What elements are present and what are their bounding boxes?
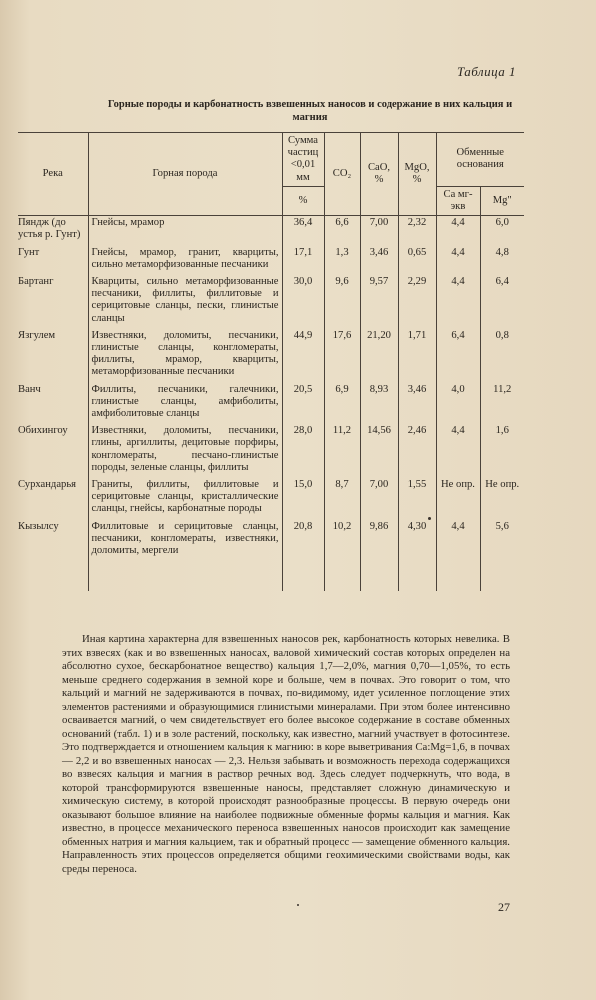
cell-rock: Филлитовые и серицитовые сланцы, песчаники, конгломераты, известняки, доломиты, мергели [88,520,282,592]
cell-co2: 10,2 [324,520,360,592]
cell-mg: Не опр. [480,478,524,520]
cell-cao: 7,00 [360,216,398,246]
header-sum: Сумма частиц <0,01 мм [282,133,324,187]
cell-river: Сурхандарья [18,479,77,491]
cell-mg: 6,4 [480,275,524,329]
cell-sum: 36,4 [282,216,324,246]
header-ca: Ca мг-экв [436,186,480,215]
cell-river: Пяндж (до устья р. Гунт) [18,217,81,241]
cell-mgo: 4,30 [398,520,436,592]
table-label: Таблица 1 [456,64,516,79]
cell-mg: 5,6 [480,520,524,592]
header-sum-unit: % [282,186,324,215]
table-row [18,216,524,246]
cell-ca: 4,4 [436,424,480,478]
cell-cao: 3,46 [360,246,398,275]
data-table [18,132,524,591]
cell-co2: 11,2 [324,424,360,478]
header-rock: Горная порода [88,133,282,216]
header-co2: CO₂ [324,133,360,216]
cell-rock: Известняки, доломиты, песчаники, глинистые сланцы, конгломераты, филлиты, мрамор, кварциты, метаморфизованные песчаники [88,329,282,383]
cell-sum: 30,0 [282,275,324,329]
cell-rock: Кварциты, сильно метаморфизованные песчаники, филлиты, филлитовые и серицитовые сланцы, пески, глинистые сланцы [88,275,282,329]
cell-cao: 9,57 [360,275,398,329]
table-row [18,275,524,329]
table-row [18,329,524,383]
cell-ca: 4,0 [436,383,480,425]
cell-river: Язгулем [18,329,56,341]
cell-mg: 0,8 [480,329,524,383]
cell-rock: Гнейсы, мрамор, гранит, кварциты, сильно метаморфизованные песчаники [88,246,282,275]
cell-co2: 17,6 [324,329,360,383]
cell-cao: 9,86 [360,520,398,592]
page-number: 27 [498,900,510,914]
cell-mgo: 2,32 [398,216,436,246]
cell-ca: 6,4 [436,329,480,383]
cell-cao: 7,00 [360,478,398,520]
cell-mg: 11,2 [480,383,524,425]
cell-cao: 8,93 [360,383,398,425]
cell-mg: 4,8 [480,246,524,275]
cell-mgo: 2,29 [398,275,436,329]
table-row [18,383,524,425]
ink-speck [297,904,299,906]
cell-sum: 20,8 [282,520,324,592]
cell-co2: 6,6 [324,216,360,246]
cell-rock: Известняки, доломиты, песчаники, глины, аргиллиты, децитовые порфиры, конгломераты, песчано-глинистые породы, зеленые сланцы, филлиты [88,424,282,478]
ink-speck [428,517,431,520]
cell-cao: 21,20 [360,329,398,383]
cell-sum: 44,9 [282,329,324,383]
header-river: Река [18,133,88,216]
header-mgo: MgO, % [398,133,436,216]
table-row [18,520,524,592]
cell-rock: Филлиты, песчаники, галечники, глинистые сланцы, амфиболиты, амфиболитовые сланцы [88,383,282,425]
cell-mgo: 3,46 [398,383,436,425]
cell-co2: 9,6 [324,275,360,329]
cell-cao: 14,56 [360,424,398,478]
cell-ca: 4,4 [436,275,480,329]
body-paragraph: Иная картина характерна для взвешенных наносов рек, карбонатность которых невелика. В этих взвесях (как и во взвешенных наносах, валовой химический состав которых определен на абсолютно сухое, бескарбонатное вещество) кальция 1,7—2,0%, магния 0,70—1,05%, то есть меньше среднего содержания в земной коре и больше, чем в почвах. Это говорит о том, что кальций и магний не задерживаются в почвах, по-видимому, идет усиленное поглощение этих элементов растениями и образующимися глинистыми минералами. При этом более интенсивно осваивается магний, о чем свидетельствует его более высокое содержание в составе обменных оснований (табл. 1) и в золе растений, поскольку, как известно, магний участвует в фотосинтезе. Это подтверждается и отношением кальция к магнию: в коре выветривания Ca:Mg=1,6, в почвах — 2,2 и во взвешенных наносах — 2,3. Нельзя забывать и возможность перехода содержащихся во взвесях кальция и магния в раствор речных вод. Здесь следует подчеркнуть, что вода, в которой трансформируются взвешенные наносы, представляет сложную динамическую и химическую систему, в которой происходят разнообразные процессы. В первую очередь они оказывают большое влияние на наиболее подвижные обменные формы кальция и магния. Как известно, в процессе механического переноса взвешенных наносов происходит как замещение обменных натрия и магния кальцием, так и обратный процесс — замещение обменного кальция. Направленность этих процессов определяется общими геохимическими свойствами воды, как среды переноса. [62,633,510,875]
cell-river: Ванч [18,383,41,395]
header-exchange: Обменные основания [436,133,524,187]
cell-co2: 1,3 [324,246,360,275]
cell-rock: Граниты, филлиты, филлитовые и серицитовые сланцы, кристаллические сланцы, гнейсы, карбонатные породы [88,478,282,520]
cell-sum: 17,1 [282,246,324,275]
cell-co2: 8,7 [324,478,360,520]
cell-ca: 4,4 [436,216,480,246]
cell-river: Гунт [18,246,40,258]
cell-mgo: 1,71 [398,329,436,383]
cell-mg: 1,6 [480,424,524,478]
cell-mgo: 1,55 [398,478,436,520]
cell-rock: Гнейсы, мрамор [88,216,282,246]
cell-sum: 28,0 [282,424,324,478]
cell-sum: 15,0 [282,478,324,520]
header-cao: CaO, % [360,133,398,216]
cell-mgo: 0,65 [398,246,436,275]
table-row [18,478,524,520]
table-row [18,424,524,478]
cell-mgo: 2,46 [398,424,436,478]
header-mg: Mg" [480,186,524,215]
cell-sum: 20,5 [282,383,324,425]
cell-ca: Не опр. [436,478,480,520]
cell-river: Кызылсу [18,520,59,532]
cell-river: Бартанг [18,276,54,288]
cell-mg: 6,0 [480,216,524,246]
table-title: Горные породы и карбонатность взвешенных наносов и содержание в них кальция и магния [107,99,513,123]
cell-ca: 4,4 [436,246,480,275]
cell-co2: 6,9 [324,383,360,425]
cell-ca: 4,4 [436,520,480,592]
cell-river: Обихингоу [18,425,68,437]
table-row [18,246,524,275]
